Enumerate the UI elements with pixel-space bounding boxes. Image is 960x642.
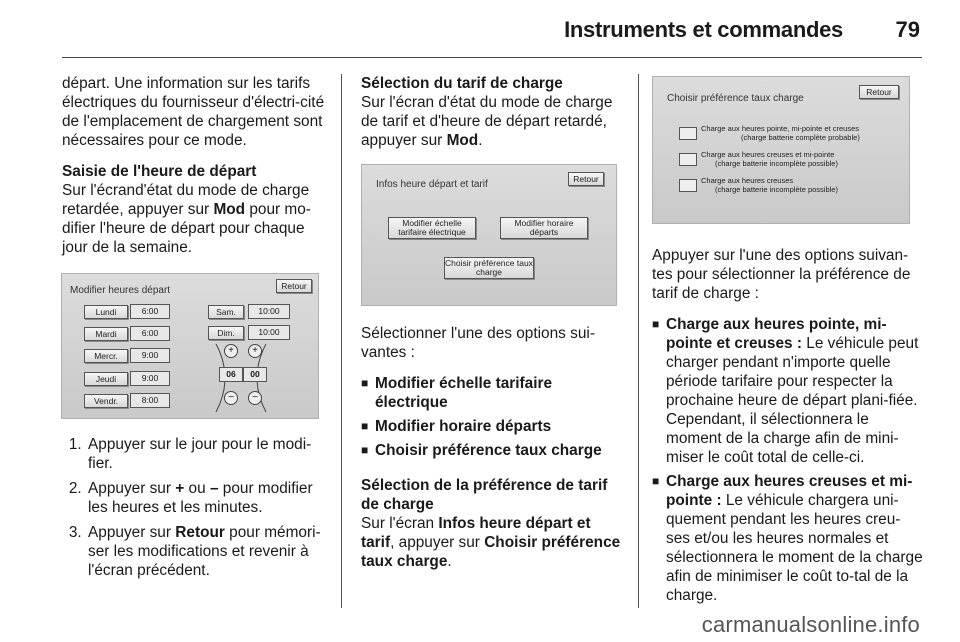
day-button-friday[interactable]: Vendr. <box>84 394 128 408</box>
option-line: Charge aux heures pointe, mi-pointe et creuses <box>701 124 860 133</box>
text: Sur l'écrand'état du mode de charge retardée, appuyer sur <box>62 182 310 218</box>
list-item <box>652 472 924 605</box>
day-button-tuesday[interactable]: Mardi <box>84 327 128 341</box>
text: ou <box>184 480 210 497</box>
list-item <box>652 315 924 467</box>
option-label-offpeak-mid <box>701 151 838 168</box>
tariff-section <box>361 74 626 150</box>
page-header <box>0 0 960 58</box>
text: . <box>478 132 483 149</box>
bold-term: Retour <box>175 524 225 541</box>
select-options-text: Sélectionner l'une des options sui-vantes : <box>361 325 595 361</box>
screen-title: Infos heure départ et tarif <box>376 179 488 190</box>
day-button-monday[interactable]: Lundi <box>84 305 128 319</box>
section-heading-departure: Saisie de l'heure de départ <box>62 163 257 180</box>
watermark: carmanualsonline.info <box>701 612 920 637</box>
option-checkbox-offpeak-mid[interactable] <box>679 153 697 166</box>
time-value-wednesday: 9:00 <box>130 348 170 363</box>
back-button[interactable]: Retour <box>568 172 604 186</box>
back-button[interactable]: Retour <box>859 85 899 99</box>
list-item <box>86 479 332 517</box>
column-2 <box>361 74 626 583</box>
list-item <box>86 435 332 473</box>
time-value-saturday: 10:00 <box>248 304 290 319</box>
column-3 <box>652 74 924 617</box>
list-item: ■ Modifier échelle tarifaire électrique <box>361 374 626 412</box>
preference-list <box>652 315 924 605</box>
departure-section <box>62 162 332 257</box>
column-1 <box>62 74 332 586</box>
preference-section <box>361 476 626 571</box>
option-label-offpeak <box>701 177 838 194</box>
list-item: ■ Modifier horaire départs <box>361 417 626 436</box>
options-list <box>361 374 626 460</box>
section-heading-tariff: Sélection du tarif de charge <box>361 75 563 92</box>
text: , appuyer sur <box>390 534 485 551</box>
day-button-thursday[interactable]: Jeudi <box>84 372 128 386</box>
bold-term: Mod <box>213 201 246 218</box>
text: Le véhicule chargera uni-quement pendant les heures creu-ses et/ou les heures normales et sélectionnera le moment de la charge afin de minimiser le coût to-tal de la charge. <box>666 492 923 604</box>
time-value-tuesday: 6:00 <box>130 326 170 341</box>
option-line: Charge aux heures creuses et mi-pointe <box>701 150 835 159</box>
hour-value: 06 <box>219 367 243 382</box>
text: Appuyer sur <box>88 480 176 497</box>
text: Le véhicule peut charger pendant n'importe quelle période tarifaire pour respecter la prochaine heure de départ plani-fiée. Cependant, il sélectionnera le moment de la charge afin de mini-miser le coût total de celle-ci. <box>666 335 919 466</box>
bold-term: Charge aux heures pointe, mi-pointe et creuses : <box>666 316 887 352</box>
day-button-saturday[interactable]: Sam. <box>208 305 244 319</box>
day-button-wednesday[interactable]: Mercr. <box>84 349 128 363</box>
section-heading-preference: Sélection de la préférence de tarif de charge <box>361 477 608 513</box>
option-note: (charge batterie incomplète possible) <box>715 158 838 168</box>
choose-rate-preference-button[interactable]: Choisir préférence taux charge <box>445 258 533 277</box>
page-number: 79 <box>895 17 920 42</box>
text: pour modifier les heures et les minutes. <box>88 480 313 516</box>
option-note: (charge batterie complète probable) <box>741 132 860 142</box>
text: Sur l'écran <box>361 515 439 532</box>
steps-list <box>62 435 332 580</box>
minute-plus-button[interactable]: + <box>248 344 262 358</box>
bold-term: Choisir préférence taux charge <box>361 534 621 570</box>
list-item: ■ Choisir préférence taux charge <box>361 441 626 460</box>
modify-departure-schedule-button[interactable]: Modifier horaire départs <box>500 217 588 239</box>
time-value-thursday: 9:00 <box>130 371 170 386</box>
bold-term: Mod <box>446 132 479 149</box>
list-item <box>86 523 332 580</box>
screen-title: Choisir préférence taux charge <box>667 93 804 104</box>
options-intro: Appuyer sur l'une des options suivan-tes pour sélectionner la préférence de tarif de charge : <box>652 247 911 302</box>
hour-minus-button[interactable]: − <box>224 391 238 405</box>
option-note: (charge batterie incomplète possible) <box>715 184 838 194</box>
column-divider <box>638 74 639 608</box>
text: . <box>447 553 452 570</box>
header-rule <box>62 57 922 58</box>
bold-term: – <box>209 480 219 497</box>
text: Sur l'écran d'état du mode de charge de tarif et d'heure de départ retardé, appuyer sur <box>361 94 613 149</box>
text: pour mémori-ser les modifications et revenir à l'écran précédent. <box>88 524 321 579</box>
screen-choose-rate-preference <box>652 76 910 224</box>
back-button[interactable]: Retour <box>276 279 312 293</box>
text: Appuyer sur le jour pour le modi-fier. <box>88 436 312 472</box>
option-label-peak <box>701 125 860 142</box>
screen-title: Modifier heures départ <box>70 285 171 296</box>
day-button-sunday[interactable]: Dim. <box>208 326 244 340</box>
text: pour mo-difier l'heure de départ pour chaque jour de la semaine. <box>62 201 311 256</box>
column-divider <box>341 74 342 608</box>
time-value-friday: 8:00 <box>130 393 170 408</box>
time-value-monday: 6:00 <box>130 304 170 319</box>
option-checkbox-offpeak[interactable] <box>679 179 697 192</box>
option-line: Charge aux heures creuses <box>701 176 794 185</box>
screen-modify-departure <box>61 273 319 419</box>
option-checkbox-peak[interactable] <box>679 127 697 140</box>
bold-term: Charge aux heures creuses et mi-pointe : <box>666 473 913 509</box>
bold-term: Infos heure départ et tarif <box>361 515 591 551</box>
time-value-sunday: 10:00 <box>248 325 290 340</box>
text: Appuyer sur <box>88 524 176 541</box>
intro-paragraph: départ. Une information sur les tarifs électriques du fournisseur d'électri-cité de l'emplacement de chargement sont nécessaires pour ce mode. <box>62 75 325 149</box>
bold-term: + <box>175 480 185 497</box>
screen-departure-tariff-info <box>361 164 617 306</box>
minute-value: 00 <box>243 367 267 382</box>
hour-plus-button[interactable]: + <box>224 344 238 358</box>
minute-minus-button[interactable]: − <box>248 391 262 405</box>
modify-tariff-scale-button[interactable]: Modifier échelle tarifaire électrique <box>388 217 476 239</box>
header-title: Instruments et commandes <box>564 17 843 42</box>
